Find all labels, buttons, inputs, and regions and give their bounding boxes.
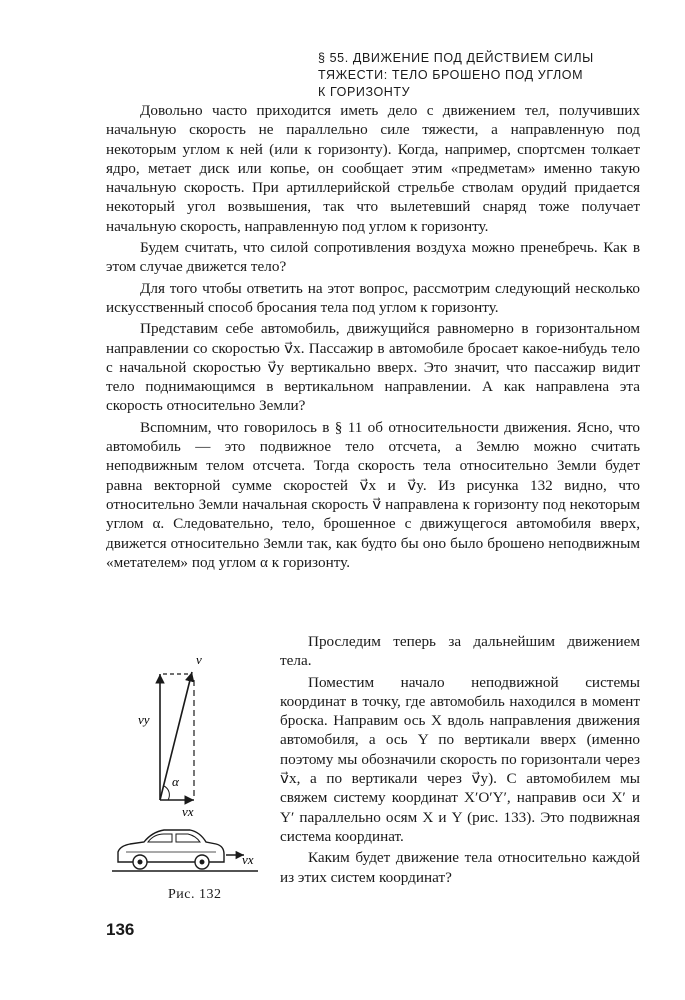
- paragraph: Проследим теперь за дальнейшим движением тела.: [280, 633, 640, 670]
- car-drawing: [118, 830, 224, 869]
- label-v: v: [196, 652, 202, 667]
- paragraph: Поместим начало неподвижной системы координат в точку, где автомобиль находился в момент броска. Направим ось X вдоль направления движения автомобиля, а ось Y по вертикали вверх (именно поэтому мы обозначили скорость по горизонтали через v⃗x, а по вертикали через v⃗y). С автомобилем мы свяжем систему координат X′O′Y′, направив оси X′ и Y′ параллельно осям X и Y (рис. 133). Это подвижная система координат.: [280, 673, 640, 845]
- paragraph: Представим себе автомобиль, движущийся равномерно в горизонтальном направлении со скоростью v⃗x. Пассажир в автомобиле бросает какое-нибудь тело с начальной скоростью v⃗y вертикально вверх. Это значит, что пассажир видит тело поднимающимся в вертикальном направлении. А как направлена эта скорость относительно Земли?: [106, 320, 640, 415]
- main-text: [106, 101, 640, 574]
- paragraph: Каким будет движение тела относительно каждой из этих систем координат?: [280, 849, 640, 886]
- section-heading: [318, 50, 638, 101]
- paragraph: Довольно часто приходится иметь дело с движением тел, получивших начальную скорость не параллельно силе тяжести, а направленную под некоторым углом к ней (или к горизонту). Когда, например, спортсмен толкает ядро, метает диск или копье, он сообщает этим «предметам» именно такую начальную скорость. При артиллерийской стрельбе стволам орудий придается некоторый угол возвышения, так что вылетевший снаряд тоже получает начальную скорость, направленную под углом к горизонту.: [106, 102, 640, 235]
- label-vy: vy: [138, 712, 150, 727]
- heading-line-2: ТЯЖЕСТИ: ТЕЛО БРОШЕНО ПОД УГЛОМ: [318, 68, 584, 82]
- angle-arc: [164, 786, 169, 800]
- paragraph: Для того чтобы ответить на этот вопрос, рассмотрим следующий несколько искусственный способ бросания тела под углом к горизонту.: [106, 279, 640, 316]
- label-alpha: α: [172, 774, 179, 789]
- page-number: 136: [106, 920, 135, 939]
- heading-line-3: К ГОРИЗОНТУ: [318, 85, 411, 99]
- label-vx: vx: [182, 804, 194, 819]
- paragraph: Будем считать, что силой сопротивления воздуха можно пренебречь. Как в этом случае движется тело?: [106, 239, 640, 276]
- label-vx-car: vx: [242, 852, 254, 867]
- paragraph: Вспомним, что говорилось в § 11 об относительности движения. Ясно, что автомобиль — это подвижное тело отсчета, а Землю можно считать неподвижным телом отсчета. Тогда скорость тела относительно Земли будет равна векторной сумме скоростей v⃗x и v⃗y. Из рисунка 132 видно, что относительно Земли начальная скорость v⃗ направлена к горизонту под некоторым углом α. Следовательно, тело, брошенное с движущегося автомобиля вверх, движется относительно Земли так, как будто бы оно было брошено неподвижным «метателем» под углом α к горизонту.: [106, 418, 640, 571]
- figure-caption: Рис. 132: [168, 887, 222, 902]
- wrapped-text: [280, 632, 640, 889]
- figure-132-vector-diagram: [108, 650, 268, 890]
- heading-line-1: § 55. ДВИЖЕНИЕ ПОД ДЕЙСТВИЕМ СИЛЫ: [318, 51, 594, 65]
